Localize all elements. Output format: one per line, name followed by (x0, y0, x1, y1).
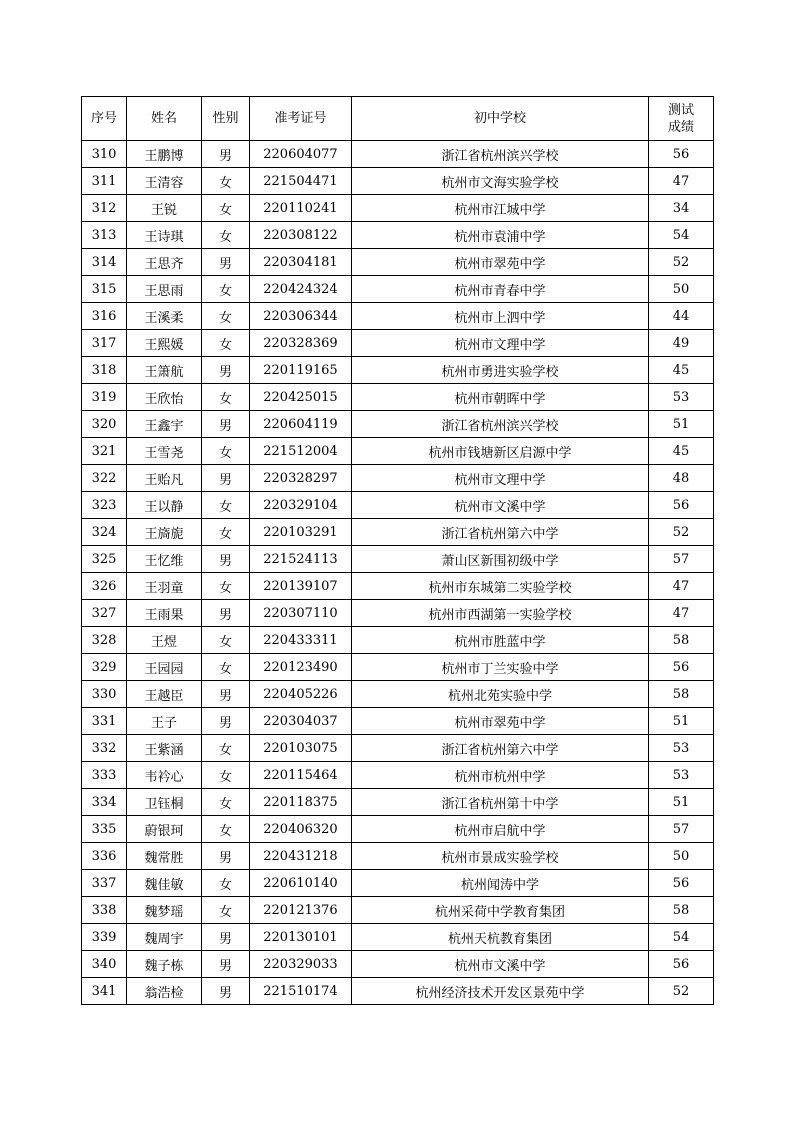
table-row (82, 843, 714, 870)
cell-name: 王鑫宇 (127, 411, 202, 438)
header-gender: 性别 (202, 97, 250, 141)
table-row (82, 735, 714, 762)
cell-score: 45 (649, 357, 714, 384)
cell-exam-id: 220424324 (250, 276, 352, 303)
table-header-row (82, 97, 714, 141)
cell-school: 杭州市文溪中学 (352, 492, 649, 519)
cell-seq: 311 (82, 168, 127, 195)
cell-score: 57 (649, 816, 714, 843)
table-row (82, 789, 714, 816)
score-table (81, 96, 714, 1005)
cell-seq: 329 (82, 654, 127, 681)
cell-score: 47 (649, 600, 714, 627)
cell-exam-id: 220130101 (250, 924, 352, 951)
cell-name: 蔚银珂 (127, 816, 202, 843)
cell-name: 王锐 (127, 195, 202, 222)
header-score (649, 97, 714, 141)
cell-name: 魏周宇 (127, 924, 202, 951)
cell-seq: 315 (82, 276, 127, 303)
cell-exam-id: 221510174 (250, 978, 352, 1005)
table-row (82, 141, 714, 168)
table-row (82, 384, 714, 411)
cell-school: 杭州市上泗中学 (352, 303, 649, 330)
cell-school: 杭州市朝晖中学 (352, 384, 649, 411)
cell-score: 58 (649, 681, 714, 708)
cell-seq: 333 (82, 762, 127, 789)
cell-name: 王思雨 (127, 276, 202, 303)
cell-exam-id: 220610140 (250, 870, 352, 897)
cell-score: 54 (649, 924, 714, 951)
cell-school: 浙江省杭州第六中学 (352, 519, 649, 546)
cell-exam-id: 221504471 (250, 168, 352, 195)
cell-name: 王思齐 (127, 249, 202, 276)
cell-score: 58 (649, 897, 714, 924)
cell-exam-id: 220110241 (250, 195, 352, 222)
cell-gender: 男 (202, 249, 250, 276)
cell-score: 52 (649, 519, 714, 546)
table-row (82, 276, 714, 303)
table-row (82, 411, 714, 438)
table-row (82, 600, 714, 627)
cell-seq: 327 (82, 600, 127, 627)
table-row (82, 357, 714, 384)
cell-seq: 321 (82, 438, 127, 465)
cell-exam-id: 220405226 (250, 681, 352, 708)
cell-school: 杭州北苑实验中学 (352, 681, 649, 708)
cell-seq: 336 (82, 843, 127, 870)
cell-school: 杭州市文理中学 (352, 330, 649, 357)
cell-seq: 331 (82, 708, 127, 735)
cell-name: 王羽童 (127, 573, 202, 600)
cell-score: 56 (649, 492, 714, 519)
cell-school: 杭州天杭教育集团 (352, 924, 649, 951)
cell-seq: 322 (82, 465, 127, 492)
cell-exam-id: 221524113 (250, 546, 352, 573)
cell-name: 王欣怡 (127, 384, 202, 411)
table-row (82, 924, 714, 951)
cell-score: 56 (649, 141, 714, 168)
cell-score: 53 (649, 735, 714, 762)
cell-exam-id: 220115464 (250, 762, 352, 789)
cell-gender: 女 (202, 384, 250, 411)
table-row (82, 519, 714, 546)
table-body (82, 141, 714, 1005)
table-row (82, 492, 714, 519)
cell-score: 56 (649, 654, 714, 681)
cell-seq: 338 (82, 897, 127, 924)
cell-exam-id: 220139107 (250, 573, 352, 600)
cell-score: 53 (649, 384, 714, 411)
cell-seq: 314 (82, 249, 127, 276)
header-name: 姓名 (127, 97, 202, 141)
header-score-label: 测试成绩 (667, 102, 694, 135)
cell-score: 52 (649, 249, 714, 276)
cell-gender: 男 (202, 924, 250, 951)
table-row (82, 438, 714, 465)
cell-school: 浙江省杭州滨兴学校 (352, 411, 649, 438)
cell-seq: 313 (82, 222, 127, 249)
cell-seq: 339 (82, 924, 127, 951)
table-row (82, 816, 714, 843)
cell-school: 杭州市江城中学 (352, 195, 649, 222)
cell-gender: 男 (202, 357, 250, 384)
cell-exam-id: 220304181 (250, 249, 352, 276)
cell-score: 51 (649, 411, 714, 438)
cell-gender: 女 (202, 276, 250, 303)
table-row (82, 330, 714, 357)
cell-exam-id: 220307110 (250, 600, 352, 627)
cell-name: 卫钰桐 (127, 789, 202, 816)
cell-gender: 女 (202, 519, 250, 546)
cell-gender: 女 (202, 735, 250, 762)
cell-gender: 男 (202, 843, 250, 870)
table-row (82, 978, 714, 1005)
cell-name: 王溪柔 (127, 303, 202, 330)
table-row (82, 897, 714, 924)
cell-school: 杭州市胜蓝中学 (352, 627, 649, 654)
cell-name: 王忆维 (127, 546, 202, 573)
cell-school: 浙江省杭州第十中学 (352, 789, 649, 816)
cell-gender: 男 (202, 978, 250, 1005)
cell-exam-id: 220123490 (250, 654, 352, 681)
cell-name: 王箫航 (127, 357, 202, 384)
cell-gender: 男 (202, 600, 250, 627)
table-row (82, 573, 714, 600)
cell-name: 王以静 (127, 492, 202, 519)
cell-school: 杭州市钱塘新区启源中学 (352, 438, 649, 465)
cell-seq: 320 (82, 411, 127, 438)
cell-school: 杭州市东城第二实验学校 (352, 573, 649, 600)
cell-score: 45 (649, 438, 714, 465)
cell-name: 王紫涵 (127, 735, 202, 762)
cell-seq: 312 (82, 195, 127, 222)
cell-exam-id: 220431218 (250, 843, 352, 870)
cell-score: 56 (649, 870, 714, 897)
cell-school: 杭州采荷中学教育集团 (352, 897, 649, 924)
cell-gender: 女 (202, 195, 250, 222)
cell-gender: 女 (202, 222, 250, 249)
cell-gender: 男 (202, 681, 250, 708)
table-row (82, 222, 714, 249)
cell-exam-id: 221512004 (250, 438, 352, 465)
cell-school: 萧山区新围初级中学 (352, 546, 649, 573)
cell-name: 王诗琪 (127, 222, 202, 249)
cell-exam-id: 220328369 (250, 330, 352, 357)
cell-exam-id: 220425015 (250, 384, 352, 411)
cell-score: 53 (649, 762, 714, 789)
table-row (82, 654, 714, 681)
cell-seq: 323 (82, 492, 127, 519)
cell-school: 浙江省杭州第六中学 (352, 735, 649, 762)
cell-school: 杭州市景成实验学校 (352, 843, 649, 870)
cell-exam-id: 220406320 (250, 816, 352, 843)
cell-seq: 324 (82, 519, 127, 546)
cell-school: 杭州市翠苑中学 (352, 249, 649, 276)
cell-score: 34 (649, 195, 714, 222)
table-row (82, 195, 714, 222)
cell-school: 杭州市西湖第一实验学校 (352, 600, 649, 627)
cell-seq: 340 (82, 951, 127, 978)
cell-exam-id: 220308122 (250, 222, 352, 249)
cell-exam-id: 220118375 (250, 789, 352, 816)
cell-name: 翁浩检 (127, 978, 202, 1005)
cell-score: 52 (649, 978, 714, 1005)
cell-seq: 341 (82, 978, 127, 1005)
table-row (82, 627, 714, 654)
header-exam-id: 准考证号 (250, 97, 352, 141)
cell-gender: 女 (202, 762, 250, 789)
cell-name: 王贻凡 (127, 465, 202, 492)
cell-exam-id: 220604119 (250, 411, 352, 438)
cell-exam-id: 220306344 (250, 303, 352, 330)
cell-gender: 男 (202, 546, 250, 573)
cell-gender: 女 (202, 330, 250, 357)
table-row (82, 762, 714, 789)
cell-score: 47 (649, 573, 714, 600)
cell-name: 王雨果 (127, 600, 202, 627)
cell-name: 王越臣 (127, 681, 202, 708)
cell-name: 魏梦瑶 (127, 897, 202, 924)
cell-gender: 女 (202, 897, 250, 924)
cell-gender: 男 (202, 141, 250, 168)
cell-score: 58 (649, 627, 714, 654)
cell-score: 44 (649, 303, 714, 330)
table-row (82, 303, 714, 330)
cell-school: 杭州市翠苑中学 (352, 708, 649, 735)
cell-name: 王园园 (127, 654, 202, 681)
cell-score: 50 (649, 276, 714, 303)
table-row (82, 870, 714, 897)
table-row (82, 249, 714, 276)
cell-seq: 316 (82, 303, 127, 330)
cell-school: 杭州市启航中学 (352, 816, 649, 843)
table-row (82, 465, 714, 492)
table-row (82, 951, 714, 978)
cell-school: 杭州市勇进实验学校 (352, 357, 649, 384)
cell-seq: 319 (82, 384, 127, 411)
cell-exam-id: 220304037 (250, 708, 352, 735)
cell-gender: 男 (202, 951, 250, 978)
cell-gender: 女 (202, 168, 250, 195)
cell-seq: 326 (82, 573, 127, 600)
cell-gender: 女 (202, 492, 250, 519)
cell-gender: 女 (202, 627, 250, 654)
cell-school: 浙江省杭州滨兴学校 (352, 141, 649, 168)
cell-school: 杭州市文溪中学 (352, 951, 649, 978)
cell-score: 51 (649, 789, 714, 816)
cell-gender: 女 (202, 654, 250, 681)
cell-seq: 335 (82, 816, 127, 843)
cell-gender: 女 (202, 438, 250, 465)
cell-score: 49 (649, 330, 714, 357)
cell-gender: 女 (202, 816, 250, 843)
cell-name: 魏子栋 (127, 951, 202, 978)
cell-gender: 女 (202, 573, 250, 600)
cell-seq: 328 (82, 627, 127, 654)
cell-name: 王煜 (127, 627, 202, 654)
cell-school: 杭州经济技术开发区景苑中学 (352, 978, 649, 1005)
table-row (82, 546, 714, 573)
cell-exam-id: 220119165 (250, 357, 352, 384)
cell-school: 杭州市青春中学 (352, 276, 649, 303)
cell-seq: 318 (82, 357, 127, 384)
cell-seq: 332 (82, 735, 127, 762)
cell-seq: 310 (82, 141, 127, 168)
cell-exam-id: 220433311 (250, 627, 352, 654)
cell-gender: 女 (202, 870, 250, 897)
cell-exam-id: 220103075 (250, 735, 352, 762)
cell-school: 杭州市袁浦中学 (352, 222, 649, 249)
cell-score: 50 (649, 843, 714, 870)
cell-exam-id: 220329104 (250, 492, 352, 519)
cell-gender: 男 (202, 708, 250, 735)
cell-score: 56 (649, 951, 714, 978)
cell-name: 王旖旎 (127, 519, 202, 546)
cell-name: 魏佳敏 (127, 870, 202, 897)
cell-name: 魏常胜 (127, 843, 202, 870)
cell-school: 杭州市丁兰实验中学 (352, 654, 649, 681)
cell-gender: 男 (202, 411, 250, 438)
cell-gender: 女 (202, 789, 250, 816)
cell-school: 杭州市杭州中学 (352, 762, 649, 789)
cell-exam-id: 220329033 (250, 951, 352, 978)
header-seq: 序号 (82, 97, 127, 141)
cell-school: 杭州市文理中学 (352, 465, 649, 492)
cell-gender: 女 (202, 303, 250, 330)
cell-exam-id: 220328297 (250, 465, 352, 492)
cell-exam-id: 220121376 (250, 897, 352, 924)
cell-name: 王清容 (127, 168, 202, 195)
table-row (82, 708, 714, 735)
cell-score: 47 (649, 168, 714, 195)
cell-name: 王雪尧 (127, 438, 202, 465)
cell-seq: 317 (82, 330, 127, 357)
table-row (82, 681, 714, 708)
cell-exam-id: 220103291 (250, 519, 352, 546)
cell-seq: 330 (82, 681, 127, 708)
cell-seq: 334 (82, 789, 127, 816)
cell-school: 杭州闻涛中学 (352, 870, 649, 897)
table-row (82, 168, 714, 195)
cell-score: 54 (649, 222, 714, 249)
header-school: 初中学校 (352, 97, 649, 141)
cell-exam-id: 220604077 (250, 141, 352, 168)
cell-name: 王熙媛 (127, 330, 202, 357)
cell-seq: 325 (82, 546, 127, 573)
cell-name: 王鹏博 (127, 141, 202, 168)
cell-school: 杭州市文海实验学校 (352, 168, 649, 195)
cell-gender: 男 (202, 465, 250, 492)
cell-seq: 337 (82, 870, 127, 897)
cell-name: 韦衿心 (127, 762, 202, 789)
cell-score: 57 (649, 546, 714, 573)
cell-name: 王子 (127, 708, 202, 735)
cell-score: 48 (649, 465, 714, 492)
cell-score: 51 (649, 708, 714, 735)
